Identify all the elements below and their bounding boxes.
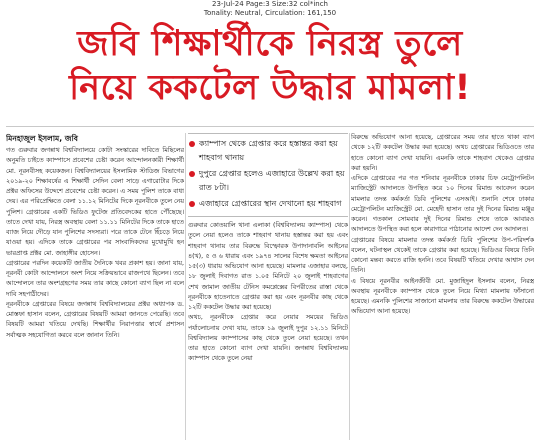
clipping-meta-line-tonality: Tonality: Neutral, Circulation: 161,150 (203, 9, 337, 17)
left-paragraph-1: গত গুরুবার জগন্নাথ বিশ্ববিদ্যালয়ে কোটা সংস্কারের দাবিতে মিছিলের অনুমতি চাইতে ক্যাম্পাসে প্রবেশের চেষ্টা করেন আন্দোলনকারী শিক্ষার্থী মো. নূরনবীসহ কয়েকজন। বিশ্ববিদ্যালয়ের ইসলামিক স্টাডিজ বিভাগের ২০১৯-২০ শিক্ষাবর্ষের এ শিক্ষার্থী সেদিন বেলা সাড়ে এগারোটার দিকে প্রক্টর অফিসের উদ্দেশে প্রবেশের চেষ্টা করেন। এ সময় পুলিশ তাকে বাধা দেয়। এর পরিপ্রেক্ষিতে বেলা ১১.১২ মিনিটের দিকে নূরনবীকে তুলে নেয় পুলিশ। গ্রেপ্তারের একটি ভিডিও ফুটেজ প্রতিবেদকের হাতে পৌঁছেছে। তাতে দেখা যায়, নিরস্ত্র অবস্থায় বেলা ১১.১১ মিনিটের দিকে তাকে হাতে ব্যাজ নিয়ে দৌড়ে যান পুলিশের সদস্যরা। পরে তাকে টেনে হিঁচড়ে নিয়ে যাওয়া হয়। এদিকে তাকে গ্রেপ্তারের পর সাংবাদিকদের মুখোমুখি হন ভারপ্রাপ্ত প্রক্টর মো. জাহাঙ্গীর হোসেন। (6, 147, 184, 257)
pull-quote-box (188, 133, 348, 217)
pull-quote-text: দুপুরে গ্রেপ্তার হলেও এজাহারে উল্লেখ করা হয় রাত ৮টা। (199, 169, 345, 192)
clipping-meta (0, 0, 540, 18)
right-paragraph-2: এদিকে গ্রেপ্তারের পর গত শনিবার নূরনবীকে ঢাকার চিফ মেট্রোপলিটন ম্যাজিস্ট্রেট আদালতে উপস্থিত করে ১০ দিনের রিমান্ড আবেদন করেন মামলার তদন্ত কর্মকর্তা ডিবি পুলিশের এসআই। শুনানি শেষে ঢাকার মেট্রোপলিটন ম্যাজিস্ট্রেট মো. মেহেদী হাসান তার দুই দিনের রিমান্ড মঞ্জুর করেন। গতকাল সোমবার দুই দিনের রিমান্ড শেষে তাকে আবারও আদালতে উপস্থিত করা হলে কারাগারে পাঠানোর আদেশ দেন আদালত। (351, 175, 534, 234)
article-column-right (351, 133, 534, 440)
left-paragraph-2: গ্রেপ্তারের পরদিন কয়েকটি জাতীয় দৈনিকে খবর প্রকাশ হয়। জানা যায়, নূরনবী কোটা আন্দোলনে অংশ নিয়ে সক্রিয়ভাবে রাজপথে ছিলেন। তবে আন্দোলনে তার অংশগ্রহণের সময় তার কাছে কোনো ব্যাগ ছিল না বলে দাবি সহপাঠীদের। (6, 259, 184, 298)
pull-quote-text: ক্যাম্পাস থেকে গ্রেপ্তার করে হস্তান্তর করা হয় শাহবাগ থানায় (199, 139, 338, 162)
right-paragraph-3: গ্রেপ্তারের বিষয়ে মামলার তদন্ত কর্মকর্তা ডিবি পুলিশের উপ-পরিদর্শক বলেন, ঘটনাস্থল থেকেই তাকে গ্রেপ্তার করা হয়েছে। ভিডিওর বিষয়ে তিনি কোনো মন্তব্য করতে রাজি হননি। তবে বিষয়টি খতিয়ে দেখার আশ্বাস দেন তিনি। (351, 236, 534, 275)
byline: মিনহাজুল ইসলাম, জবি (6, 134, 78, 143)
red-bullet-icon (189, 171, 195, 177)
headline (6, 22, 534, 110)
pull-quote-item (188, 137, 348, 165)
headline-rule (6, 126, 534, 127)
column-divider-left (185, 133, 186, 440)
headline-line-1: জবি শিক্ষার্থীকে নিরস্ত্র তুলে (77, 24, 463, 64)
article-column-middle (188, 133, 348, 440)
headline-line-2: নিয়ে ককটেল উদ্ধার মামলা! (69, 68, 471, 108)
article-column-left (6, 133, 184, 440)
clipping-meta-line-date: 23-Jul-24 Page:3 Size:32 col*inch (211, 0, 328, 8)
pull-quote-text: এজাহারে গ্রেপ্তারের স্থান দেখানো হয় শাহবাগ (199, 199, 342, 208)
pull-quote-item (188, 167, 348, 195)
pull-quote-item (188, 197, 348, 211)
red-bullet-icon (189, 201, 195, 207)
middle-paragraph-1: গুরুবার কোতয়ালি থানা এলাকা (বিশ্ববিদ্যালয় ক্যাম্পাস) থেকে তুলে নেয়া হলেও তাকে শাহবাগ থানায় হস্তান্তর করা হয় এবং শাহবাগ থানায় তার বিরুদ্ধে বিস্ফোরক উপাদানাবলি আইনের ৪(খ), ৫ ও ৬ ধারায় এবং ১৯৭৪ সালের বিশেষ ক্ষমতা আইনের ১৫(৩) ধারায় অভিযোগ আনা হয়েছে। মামলার এজাহার বলছে, ১৮ জুলাই দিবাগত রাত ১.০৫ মিনিটে ২০ জুলাই শাহবাগের শেখ জামাল জাতীয় টেনিস কমপ্লেক্সের বিপরীতের রাস্তা থেকে নূরনবীকে হাতেনাতে গ্রেপ্তার করা হয় এবং নূরনবীর কাছ থেকে ১২টি ককটেল উদ্ধার করা হয়েছে। (188, 222, 348, 311)
left-paragraph-3: নূরনবীকে গ্রেপ্তারের বিষয়ে জগন্নাথ বিশ্ববিদ্যালয়ের প্রক্টর অধ্যাপক ড. মোস্তফা হাসান বলেন, গ্রেপ্তারের বিষয়টি আমরা জানতে পেরেছি। তবে বিষয়টি আমরা খতিয়ে দেখছি। শিক্ষার্থীর নিরাপত্তার স্বার্থে প্রশাসন সর্বাত্মক সহযোগিতা করবে বলে জানান তিনি। (6, 300, 184, 339)
right-paragraph-1: বিরুদ্ধে অভিযোগ আনা হয়েছে, গ্রেপ্তারের সময় তার হাতে থাকা ব্যাগ থেকে ১২টি ককটেল উদ্ধার করা হয়েছে। অথচ গ্রেপ্তারের ভিডিওতে তার হাতে কোনো ব্যাগ দেখা যায়নি। এমনকি তাকে শাহবাগ থেকেও গ্রেপ্তার করা হয়নি। (351, 134, 534, 172)
middle-paragraph-2: অথচ, নূরনবীকে গ্রেপ্তার করে নেয়ার সময়ের ভিডিও পর্যালোচনায় দেখা যায়, তাকে ১৯ জুলাই দুপুর ১২.১১ মিনিটে বিশ্ববিদ্যালয় ক্যাম্পাসের কাছ থেকে তুলে নেয়া হয়েছে। তখন তার হাতে কোনো ব্যাগ দেখা যায়নি। জগন্নাথ বিশ্ববিদ্যালয় ক্যাম্পাস থেকে তুলে নেয়া (188, 314, 348, 363)
column-divider-right (349, 133, 350, 440)
red-bullet-icon (189, 141, 195, 147)
right-paragraph-4: এ বিষয়ে নূরনবীর আইনজীবী মো. মুজাহিদুল ইসলাম বলেন, নিরস্ত্র অবস্থায় নূরনবীকে ক্যাম্পাস থেকে তুলে নিয়ে মিথ্যা মামলায় ফাঁসানো হয়েছে। এমনকি পুলিশের সাজানো মামলায় তার বিরুদ্ধে ককটেল উদ্ধারের অভিযোগ আনা হয়েছে। (351, 277, 534, 316)
